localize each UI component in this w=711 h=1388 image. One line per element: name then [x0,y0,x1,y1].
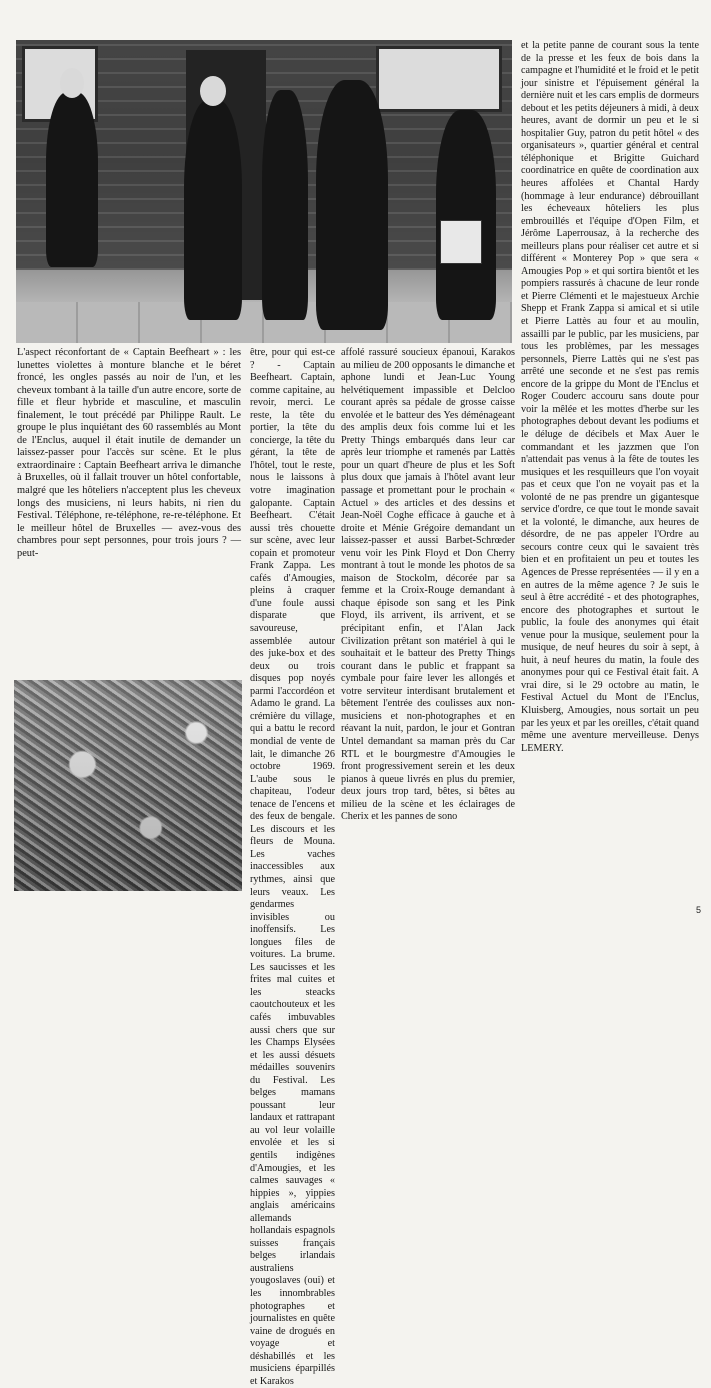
article-column-1 [17,347,241,687]
article-column-4 [521,40,699,902]
street-photo [16,40,512,343]
column-2-text: être, pour qui est-ce ? - Captain Beefheart. Captain, comme capitaine, au revoir, merci. Le reste, la tête du portier, la tête du concierge, la tête du gérant, la tête de l'hôtel, tout le reste, nous le laissons à votre imagination galopante. Captain Beefheart. C'était aussi très chouette sur scène, avec leur copain et promoteur Frank Zappa. Les cafés d'Amougies, pleins à craquer d'une foule aussi disparate que savoureuse, assemblée autour des juke-box et des deux ou trois disques pop noyés parmi l'accordéon et Adamo le grand. La crémière du village, qui a battu le record mondial de vente de lait, le dimanche 26 octobre 1969. L'aube sous le chapiteau, l'odeur tenace de l'encens et des feux de bengale. Les discours et les fleurs de Mouna. Les vaches inaccessibles aux rythmes, ainsi que leurs veaux. Les gendarmes invisibles ou inoffensifs. Les longues files de voitures. La brume. Les saucisses et les frites mal cuites et les steacks caoutchouteux et les cafés imbuvables aussi chers que sur les Champs Elysées et les aussi désuets médailles souvenirs du Festival. Les belges mamans poussant leur landaux et rattrapant au vol leur volaille envolée et les si gentils indigènes d'Amougies, et les calmes sauvages « hippies », yippies anglais américains allemands hollandais espagnols suisses français belges irlandais australiens yougoslaves (oui) et les innombrables photographes et journalistes en quête vaine de drogués en voyage et déshabillés et les musiciens éparpillés et Karakos [250,347,335,1387]
column-3-text: affolé rassuré soucieux épanoui, Karakos au milieu de 200 opposants le dimanche et aphone lundi et Jean-Luc Young helvétiquement impassible et Delcloo courant après sa pédale de grosse caisse envolée et le batteur des Yes déménageant des amplis deux fois comme lui et les Pretty Things embarqués dans leur car après leur triomphe et ramenés par Lattès pour un quart d'heure de plus et les Soft plus doux que jamais à l'hôtel avant leur passage et promettant pour le prochain « Actuel » des articles et des dessins et Jean-Noël Coghe efficace à gauche et à droite et Ménie Grégoire demandant un laissez-passer et aussi Barbet-Schrœder venu voir les Pink Floyd et Don Cherry montrant à tout le monde les photos de sa maison de Stockolm, décorée par sa femme et la Croix-Rouge demandant à chaque épisode son sang et les Pink Floyd, ils arrivent, ils arrivent, et se précipitant enfin, et l'Alan Jack Civilization prêtant son matériel à qui le souhaitait et le batteur des Pretty Things courant dans le public et frappant sa cymbale pour faire lever les allongés et votre serviteur interdisant brutalement et bêtement l'entrée des coulisses aux non-musiciens et non-photographes et en réavant la nuit, pardon, le jour et Gontran Untel demandant sa maman près du Car RTL et le bourgmestre d'Amougies le front progressivement serein et les deux pianos à queue livrés en plus du premier, deux jours trop tard, bêtes, si bêtes au milieu de la scène et les éclairages de Cherix et les pannes de sono [341,347,515,823]
page-number: 5 [695,905,701,915]
festival-crowd-photo [14,680,242,891]
person-hat [316,80,388,330]
window-right [376,46,502,112]
article-column-2 [250,347,335,1387]
person-head [60,68,84,98]
person-head [200,76,226,106]
column-4-text: et la petite panne de courant sous la tente de la presse et les feux de bois dans la campagne et l'humidité et le froid et le petit jour sinistre et l'épuisement général la dernière nuit et les cars emplis de dormeurs debout et les petits déjeuners à midi, à deux heures, avant de dormir un peu et le si hospitalier Guy, patron du petit hôtel « des organisateurs », quartier général et central téléphonique et Brigitte Guichard coordinatrice en quête de coordination aux heures affolées et Chantal Hardy (hommage à leur endurance) débrouillant les écheveaux hôteliers les plus embrouillés et l'équipe d'Open Film, et Jérôme Laperrousaz, à la recherche des meilleurs plans pour réaliser cet autre et si différent « Monterey Pop » que sera « Amougies Pop » et qui sortira bientôt et les pompiers rassurés à chacune de leur ronde et Pierre Clémenti et le majestueux Archie Shepp et Frank Zappa si amical et si utile et Pierre Lattès au four et au moulin, assailli par le public, par les musiciens, par tous les problèmes, par les messages personnels, Pierre Lattès qui ne s'est pas arrêté une seconde et ne s'est pas remis encore de la grippe du Mont de l'Enclus et Roger Couderc accouru sans doute pour voir la mêlée et les mottes d'herbe sur les photographes debout devant les podiums et le déluge de décibels et Max Auer le commandant et les jazzmen que l'on n'attendait pas venus à la fête de toutes les musiques et les resquilleurs que l'on voyait pas et ceux que l'on ne voyait pas et la volonté de ne pas prendre un gigantesque service d'ordre, ce que tout le monde savait et la volonté, le dimanche, aux heures de désordre, de ne pas appeler l'Ordre au secours contre ceux qui le savaient très bien et en profitaient un peu et toutes les Agences de Presse représentées — il y en a en autres de la même agence ? Je suis le seul à être accrédité - et des photographes, encore des photographes et surtout le public, la foule des anonymes qui était venue pour la musique, seulement pour la musique, de neuf heures du soir à sept, à huit, à neuf heures du matin, la foule des anonymes pour qui ce Festival était fait. A vrai dire, si le 29 octobre au matin, le Festival Actuel du Mont de l'Enclus, Kluisberg, Amougies, nous sortait un peu par les yeux et par les oreilles, c'était quand même une aventure merveilleuse. Denys LEMERY. [521,40,699,754]
shopping-bag [440,220,482,264]
person-long-hair [262,90,308,320]
person-right [436,110,496,320]
person-man-suit [184,100,242,320]
person-woman-left [46,92,98,267]
article-column-3 [341,347,515,893]
column-1-text: L'aspect réconfortant de « Captain Beefheart » : les lunettes violettes à monture blanche et le béret froncé, les ongles passés au noir de l'un, et les cheveux tombant à la taille d'un autre encore, sorte de fille et fleur hybride et masculine, et masculin finalement, le tout précédé par Philippe Rault. Le groupe le plus inquiétant des 60 rassemblés au Mont de l'Enclus, auquel il était inutile de demander un laissez-passer pour l'accès sur scène. Et le plus extraordinaire : Captain Beefheart arriva le dimanche à Bruxelles, où il fallait trouver un hôtel confortable, malgré que les hôteliers n'acceptent plus les cheveux longs des musiciens, ni leurs habits, ni rien du Festival. Téléphone, re-téléphone, re-re-téléphone. Et le meilleur hôtel de Bruxelles — avez-vous des chambres pour sept personnes, pour trois jours ? — peut- [17,347,241,559]
